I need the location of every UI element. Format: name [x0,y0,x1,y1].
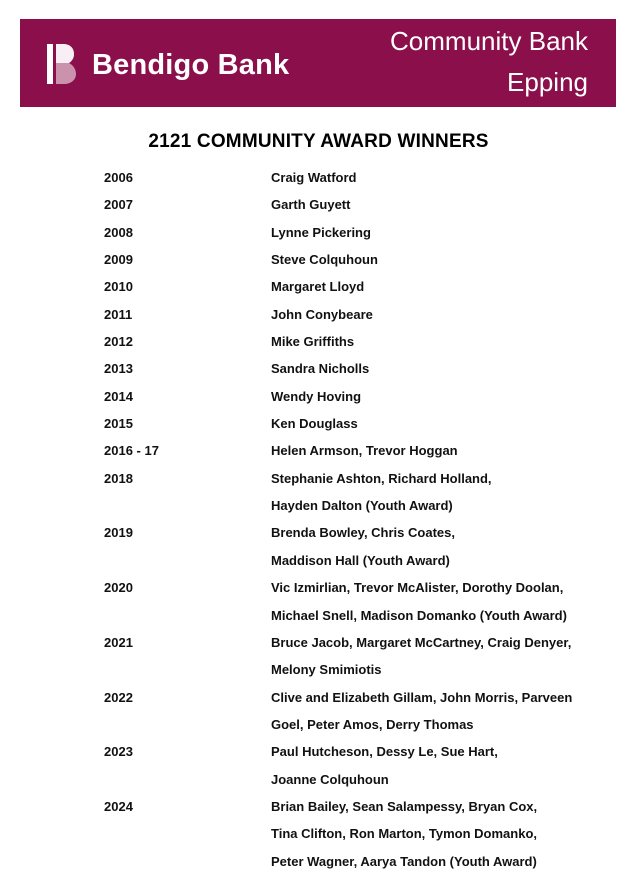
winner-row [104,273,624,300]
winner-names-line: Peter Wagner, Aarya Tandon (Youth Award) [271,853,537,869]
winner-names-line: Vic Izmirlian, Trevor McAlister, Dorothy Doolan, [271,580,564,596]
winner-names-line: Michael Snell, Madison Domanko (Youth Award) [271,607,567,623]
winner-names [271,738,624,793]
winner-year: 2012 [104,334,133,350]
winner-names [271,355,624,382]
winner-names [271,684,624,739]
winner-names-line: Brian Bailey, Sean Salampessy, Bryan Cox, [271,798,538,814]
winner-year: 2007 [104,197,133,213]
winner-year: 2009 [104,252,133,268]
header-banner [20,19,616,107]
winner-names-line: Wendy Hoving [271,388,362,404]
winner-names-line: Brenda Bowley, Chris Coates, [271,525,455,541]
community-bank-label: Community Bank [390,26,588,56]
winner-row [104,684,624,739]
winner-names-line: Steve Colquhoun [271,252,378,268]
winner-names [271,574,624,629]
bendigo-bank-logo-icon [47,44,77,84]
page-title: 2121 COMMUNITY AWARD WINNERS [148,131,489,152]
winner-year: 2015 [104,416,133,432]
winner-year: 2021 [104,634,133,650]
winner-names-line: John Conybeare [271,306,373,322]
winner-names [271,246,624,273]
winner-year: 2024 [104,798,133,814]
winner-names-line: Bruce Jacob, Margaret McCartney, Craig Denyer, [271,634,572,650]
winner-names [271,793,624,875]
winner-row [104,519,624,574]
winner-row [104,465,624,520]
winner-names-line: Maddison Hall (Youth Award) [271,552,450,568]
winner-year: 2016 - 17 [104,443,159,459]
winner-names-line: Melony Smimiotis [271,662,382,678]
winner-names [271,519,624,574]
winner-names [271,465,624,520]
winner-names [271,629,624,684]
winner-names [271,301,624,328]
winners-list [104,164,624,875]
winner-names [271,191,624,218]
winner-row [104,301,624,328]
winner-names-line: Clive and Elizabeth Gillam, John Morris, Parveen [271,689,573,705]
winner-names [271,437,624,464]
winner-year: 2020 [104,580,133,596]
winner-names [271,219,624,246]
winner-year: 2013 [104,361,133,377]
winner-row [104,410,624,437]
winner-names [271,383,624,410]
winner-row [104,738,624,793]
winner-names-line: Helen Armson, Trevor Hoggan [271,443,458,459]
winner-row [104,355,624,382]
winner-names-line: Stephanie Ashton, Richard Holland, [271,470,492,486]
winner-year: 2014 [104,388,133,404]
winner-year: 2019 [104,525,133,541]
winner-year: 2023 [104,744,133,760]
winner-year: 2006 [104,170,133,185]
winner-names [271,328,624,355]
winner-year: 2010 [104,279,133,295]
branch-name: Epping [507,67,588,97]
winner-row [104,328,624,355]
winner-year: 2022 [104,689,133,705]
brand-name: Bendigo Bank [92,49,290,81]
winner-row [104,437,624,464]
winner-row [104,793,624,875]
winner-names-line: Ken Douglass [271,416,358,432]
winner-row [104,574,624,629]
winner-names-line: Paul Hutcheson, Dessy Le, Sue Hart, [271,744,498,760]
winner-year: 2011 [104,306,133,322]
winner-year: 2018 [104,470,133,486]
winner-row [104,383,624,410]
winner-row [104,629,624,684]
winner-names-line: Sandra Nicholls [271,361,370,377]
winner-names [271,273,624,300]
winner-row [104,191,624,218]
winner-names [271,410,624,437]
winner-names-line: Goel, Peter Amos, Derry Thomas [271,716,474,732]
winner-names-line: Lynne Pickering [271,224,371,240]
winner-row [104,164,624,191]
winner-names-line: Joanne Colquhoun [271,771,389,787]
winner-names-line: Craig Watford [271,170,357,185]
winner-names-line: Tina Clifton, Ron Marton, Tymon Domanko, [271,826,538,842]
winner-names-line: Garth Guyett [271,197,351,213]
winner-year: 2008 [104,224,133,240]
winner-row [104,219,624,246]
winner-row [104,246,624,273]
winner-names [271,164,624,191]
winner-names-line: Margaret Lloyd [271,279,365,295]
winner-names-line: Mike Griffiths [271,334,355,350]
winner-names-line: Hayden Dalton (Youth Award) [271,498,453,514]
